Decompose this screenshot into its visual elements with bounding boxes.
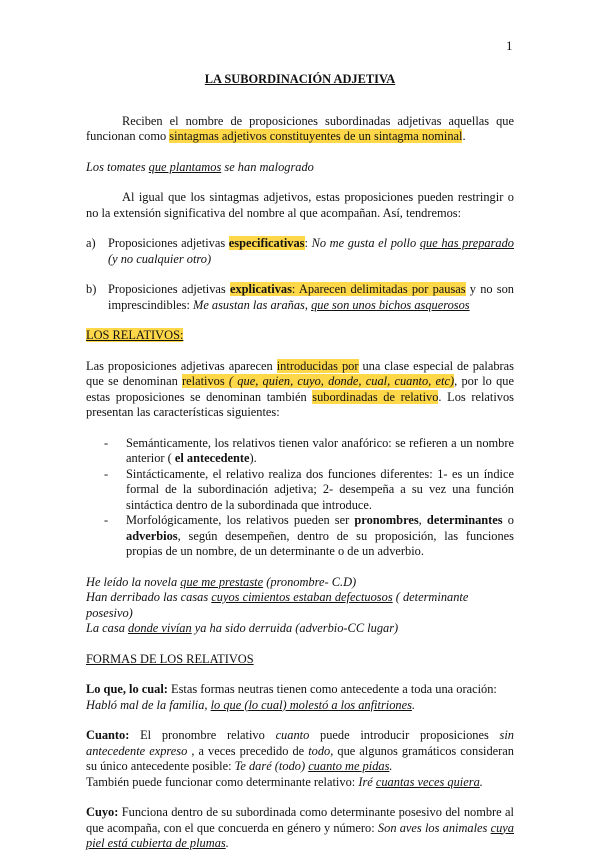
para-text: También puede funcionar como determinante relativo: xyxy=(86,774,359,789)
bullet-text: Morfológicamente, los relativos pueden ser xyxy=(126,513,355,527)
list-text: Proposiciones adjetivas xyxy=(108,236,229,250)
para-italic: cuanto xyxy=(275,728,310,742)
bullet-text: Sintácticamente, el relativo realiza dos funciones diferentes: 1- es un índice formal de la subordinación adjetiva; 2- desempeña a su vez una función sintáctica dentro de la subordinada que introduce. xyxy=(126,466,514,512)
paragraph-relativos xyxy=(86,359,514,421)
example-text: Son aves los animales xyxy=(377,820,491,835)
example-text: Te daré (todo) xyxy=(234,759,309,773)
list-item-explicativas xyxy=(86,282,514,313)
paragraph-lo-que xyxy=(86,682,514,698)
example-underlined: cuya piel está cubierta de plumas xyxy=(86,820,514,850)
example-text: ( determinante posesivo) xyxy=(86,590,469,620)
list-text: : xyxy=(304,236,312,250)
highlight-introducidas: introducidas por xyxy=(276,358,359,373)
bullet-text: , xyxy=(418,513,427,527)
bullet-bold: el antecedente xyxy=(174,451,250,465)
para-text: , por lo que estas proposiciones se denominan también xyxy=(86,374,514,404)
example-text: Me asustan las arañas, xyxy=(193,297,312,312)
example-text: Han derribado las casas xyxy=(86,590,212,604)
term-label: Cuanto: xyxy=(86,728,130,742)
example-underlined: donde vivían xyxy=(128,621,192,635)
example-text: . xyxy=(389,759,393,773)
example-text: . xyxy=(411,697,416,712)
page-number: 1 xyxy=(506,38,513,53)
paragraph-restringir: Al igual que los sintagmas adjetivos, estas proposiciones pueden restringir o no la extensión significativa del nombre al que acompañan. Así, tendremos: xyxy=(86,190,514,220)
highlight-subordinadas: subordinadas de relativo xyxy=(312,389,439,404)
bullet-sintacticamente xyxy=(104,467,514,514)
example-underlined: cuyos cimientos estaban defectuosos xyxy=(211,590,393,604)
example-text: La casa xyxy=(86,621,128,635)
example-underlined: que me prestaste xyxy=(180,574,264,589)
example-text: No me gusta el pollo xyxy=(311,236,420,250)
example-text: ya ha sido derruida (adverbio-CC lugar) xyxy=(191,621,399,635)
section-heading-relativos xyxy=(86,328,514,344)
example-text: (pronombre- C.D) xyxy=(263,574,357,589)
example-underlined: lo que (lo cual) molestó a los anfitriones xyxy=(210,697,412,712)
example-underlined: cuanto me pidas xyxy=(308,759,390,773)
list-text: Proposiciones adjetivas xyxy=(108,282,230,296)
intro-end: . xyxy=(462,129,466,143)
paragraph-cuanto-determinante xyxy=(86,775,514,791)
example-text: He leído la novela xyxy=(86,574,181,589)
example-underlined: cuantas veces quiera xyxy=(375,774,480,789)
para-text: . Los relativos presentan las características siguientes: xyxy=(86,389,514,419)
example-text: (y no cualquier otro) xyxy=(108,251,212,266)
para-text: Las proposiciones adjetivas aparecen xyxy=(86,358,277,373)
example-text: Habló mal de la familia, xyxy=(86,697,211,712)
para-text: Funciona dentro de su subordinada como determinante posesivo del nombre al que acompaña, con el que concuerda en género y número: xyxy=(86,805,514,835)
example-familia xyxy=(86,698,514,714)
term-label: Lo que, lo cual: xyxy=(86,682,168,696)
example-casa xyxy=(86,621,514,637)
bullet-bold: pronombres xyxy=(354,513,419,527)
example-tomates xyxy=(86,160,514,176)
example-novela xyxy=(86,575,514,591)
highlight-sintagmas: sintagmas adjetivos constituyentes de un sintagma nominal xyxy=(169,129,463,143)
bullet-bold: adverbios xyxy=(126,528,178,543)
highlight-especificativas: especificativas xyxy=(228,236,305,250)
para-text: puede introducir proposiciones xyxy=(309,728,500,742)
highlight-pausas: : Aparecen delimitadas por pausas xyxy=(291,282,466,296)
document-title: LA SUBORDINACIÓN ADJETIVA xyxy=(204,72,396,86)
example-casas xyxy=(86,590,514,621)
example-underlined: que son unos bichos asquerosos xyxy=(311,297,470,312)
list-item-especificativas xyxy=(86,236,514,267)
para-italic: todo xyxy=(308,743,331,758)
list-marker: b) xyxy=(86,282,97,296)
paragraph-cuanto xyxy=(86,728,514,775)
document-body xyxy=(86,72,514,852)
bullet-text: ). xyxy=(249,451,257,465)
list-marker: a) xyxy=(86,236,96,250)
example-underlined: que plantamos xyxy=(148,159,222,174)
para-text: , a veces precedido de xyxy=(187,743,309,758)
example-text: se han malogrado xyxy=(221,159,314,174)
bullet-bold: determinantes xyxy=(426,513,503,527)
bullet-text: , según desempeñen, dentro de su proposición, las funciones propias de un nombre, de un determinante o de un adverbio. xyxy=(126,528,514,558)
heading-text: LOS RELATIVOS: xyxy=(86,328,184,342)
highlight-relativos-list: ( que, quien, cuyo, donde, cual, cuanto, etc) xyxy=(224,374,455,388)
highlight-relativos: relativos xyxy=(182,374,225,388)
highlight-explicativas: explicativas xyxy=(229,282,292,296)
bullet-marker: - xyxy=(104,513,109,527)
list-text: y no son imprescindibles: xyxy=(108,282,514,312)
intro-text: Reciben el nombre de proposiciones subordinadas adjetivas aquellas que funcionan como xyxy=(86,113,514,143)
bullet-marker: - xyxy=(104,435,109,450)
bullet-text: Semánticamente, los relativos tienen valor anafórico: se refieren a un nombre anterior ( xyxy=(126,435,514,465)
bullet-morfologicamente xyxy=(104,513,514,560)
example-text: Los tomates xyxy=(86,159,149,174)
section-heading-formas: FORMAS DE LOS RELATIVOS xyxy=(86,651,254,666)
term-label: Cuyo: xyxy=(86,805,119,819)
example-text: . xyxy=(479,774,483,789)
example-text: Iré xyxy=(358,774,376,789)
para-text: El pronombre relativo xyxy=(129,728,276,742)
intro-paragraph xyxy=(86,114,514,145)
bullet-marker: - xyxy=(104,466,109,481)
example-text: . xyxy=(225,836,229,850)
para-text: una clase especial de palabras que se denominan xyxy=(86,358,514,388)
bullet-semanticamente xyxy=(104,436,514,467)
para-italic: sin antecedente expreso xyxy=(86,728,514,758)
paragraph-cuyo xyxy=(86,805,514,852)
para-text: , que algunos gramáticos consideran su único antecedente posible: xyxy=(86,743,514,773)
para-text: Estas formas neutras tienen como antecedente a toda una oración: xyxy=(167,682,497,696)
bullet-text: o xyxy=(502,513,514,527)
example-underlined: que has preparado xyxy=(419,236,514,250)
